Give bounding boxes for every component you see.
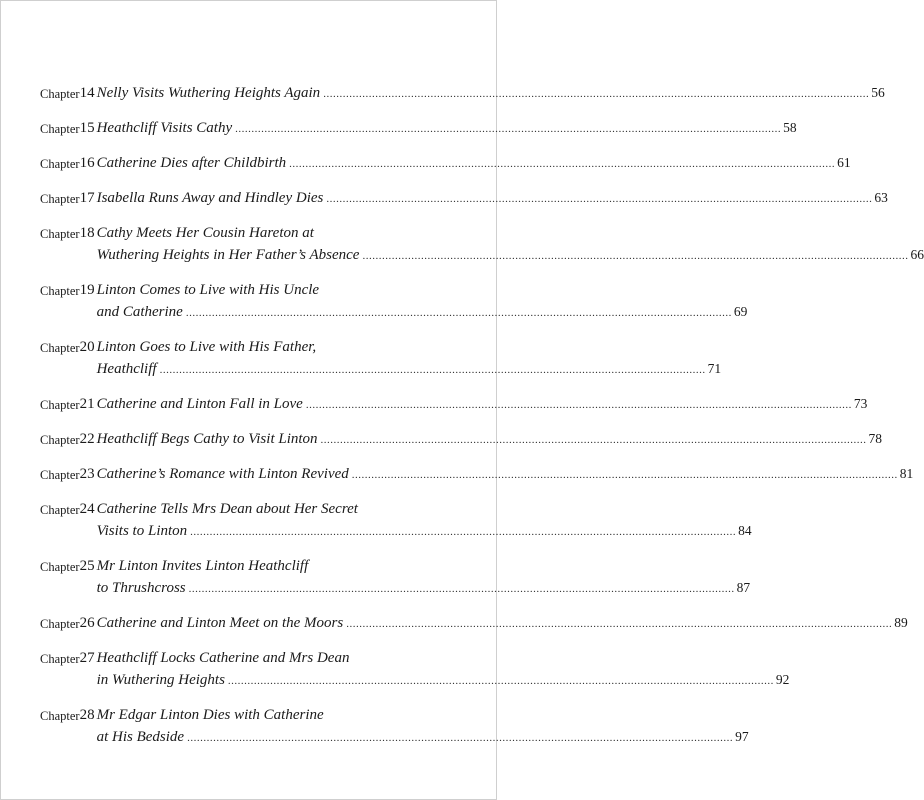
toc-entry <box>40 555 751 600</box>
chapter-title-text: Linton Comes to Live with His Uncle <box>96 282 320 298</box>
chapter-label: Chapter <box>40 709 80 723</box>
toc-entry <box>40 187 888 210</box>
toc-entry <box>40 704 749 749</box>
toc-entry <box>40 82 885 105</box>
dot-leader <box>362 245 908 267</box>
chapter-title-text: Wuthering Heights in Her Father’s Absence <box>96 247 360 263</box>
dot-leader <box>326 188 872 210</box>
chapter-title <box>97 117 797 140</box>
chapter-title-text: Nelly Visits Wuthering Heights Again <box>96 85 321 101</box>
page-number: 58 <box>783 120 797 135</box>
chapter-title <box>97 279 748 324</box>
chapter-label: Chapter <box>40 341 80 355</box>
chapter-number: 22 <box>79 431 95 447</box>
chapter-title-line <box>97 279 748 301</box>
chapter-title-text: Mr Linton Invites Linton Heathcliff <box>96 558 309 574</box>
toc-entry <box>40 336 722 381</box>
chapter-title-text: Visits to Linton <box>96 523 188 539</box>
dot-leader <box>235 118 781 140</box>
chapter-title-text: Mr Edgar Linton Dies with Catherine <box>96 707 324 723</box>
chapter-title-text: Heathcliff Locks Catherine and Mrs Dean <box>96 650 350 666</box>
page-number: 56 <box>871 85 885 100</box>
chapter-title-line <box>97 393 868 416</box>
page-number: 63 <box>874 190 888 205</box>
chapter-title-line <box>97 647 790 669</box>
chapter-title-text: Heathcliff <box>96 361 157 377</box>
table-of-contents <box>40 82 924 761</box>
page-number: 92 <box>775 672 790 687</box>
toc-entry <box>40 612 908 635</box>
chapter-title <box>97 393 868 416</box>
chapter-number: 17 <box>79 190 95 206</box>
toc-entry <box>40 463 914 486</box>
chapter-number: 21 <box>79 396 95 412</box>
page-number: 69 <box>733 304 748 319</box>
page-number: 81 <box>899 466 914 481</box>
chapter-title-line <box>97 498 752 520</box>
chapter-label: Chapter <box>40 617 80 631</box>
chapter-number: 15 <box>79 120 95 136</box>
chapter-title-line <box>97 577 751 600</box>
chapter-number: 25 <box>79 558 95 574</box>
dot-leader <box>321 429 867 451</box>
chapter-label: Chapter <box>40 652 80 666</box>
chapter-title <box>97 336 722 381</box>
chapter-label: Chapter <box>40 157 80 171</box>
chapter-title <box>97 152 851 175</box>
chapter-label: Chapter <box>40 284 80 298</box>
toc-entry <box>40 647 790 692</box>
toc-entry <box>40 279 748 324</box>
chapter-label: Chapter <box>40 122 80 136</box>
chapter-title-text: Catherine Dies after Childbirth <box>96 155 287 171</box>
chapter-title-line <box>97 726 749 749</box>
chapter-title <box>97 82 885 105</box>
chapter-title-text: Catherine’s Romance with Linton Revived <box>96 466 349 482</box>
chapter-title <box>97 428 882 451</box>
chapter-title-line <box>97 704 749 726</box>
page-number: 66 <box>910 247 924 262</box>
chapter-label: Chapter <box>40 227 80 241</box>
chapter-title-line <box>97 463 914 486</box>
chapter-title-text: Isabella Runs Away and Hindley Dies <box>96 190 324 206</box>
page-number: 97 <box>735 729 749 744</box>
toc-entry <box>40 222 924 267</box>
chapter-title-text: Cathy Meets Her Cousin Hareton at <box>96 225 314 241</box>
chapter-title-line <box>97 222 924 244</box>
dot-leader <box>289 153 835 175</box>
chapter-title-line <box>97 82 885 105</box>
chapter-title-line <box>97 187 888 210</box>
chapter-title-line <box>97 612 908 635</box>
chapter-title-text: Catherine Tells Mrs Dean about Her Secret <box>96 501 358 517</box>
dot-leader <box>189 578 735 600</box>
chapter-title-line <box>97 244 924 267</box>
chapter-title-line <box>97 336 722 358</box>
chapter-label: Chapter <box>40 87 80 101</box>
chapter-title-line <box>97 152 851 175</box>
page-number: 73 <box>853 396 868 411</box>
chapter-title-line <box>97 555 751 577</box>
chapter-title <box>97 647 790 692</box>
chapter-number: 26 <box>79 615 95 631</box>
chapter-number: 16 <box>79 155 95 171</box>
toc-entry <box>40 117 797 140</box>
chapter-number: 24 <box>79 501 95 517</box>
chapter-title-text: Linton Goes to Live with His Father, <box>96 339 317 355</box>
page-number: 84 <box>738 523 752 538</box>
toc-entry <box>40 393 868 416</box>
chapter-title-text: Catherine and Linton Fall in Love <box>96 396 303 412</box>
chapter-label: Chapter <box>40 468 80 482</box>
chapter-label: Chapter <box>40 192 80 206</box>
chapter-label: Chapter <box>40 433 80 447</box>
chapter-title <box>97 222 924 267</box>
chapter-title-line <box>97 117 797 140</box>
chapter-title-text: in Wuthering Heights <box>96 672 225 688</box>
chapter-number: 20 <box>79 339 95 355</box>
chapter-label: Chapter <box>40 560 80 574</box>
chapter-title <box>97 612 908 635</box>
chapter-title-text: Heathcliff Visits Cathy <box>96 120 233 136</box>
dot-leader <box>346 613 892 635</box>
dot-leader <box>187 727 733 749</box>
chapter-title-line <box>97 301 748 324</box>
chapter-title <box>97 463 914 486</box>
chapter-title <box>97 704 749 749</box>
dot-leader <box>352 464 898 486</box>
toc-entry <box>40 498 752 543</box>
toc-entry <box>40 428 883 451</box>
chapter-label: Chapter <box>40 398 80 412</box>
chapter-title <box>97 187 888 210</box>
dot-leader <box>306 394 852 416</box>
page-number: 87 <box>736 580 751 595</box>
chapter-title-text: and Catherine <box>96 304 183 320</box>
dot-leader <box>228 670 774 692</box>
page-number: 78 <box>868 431 883 446</box>
chapter-title-text: at His Bedside <box>96 729 185 745</box>
chapter-title-line <box>97 428 882 451</box>
chapter-number: 27 <box>79 650 95 666</box>
dot-leader <box>323 83 869 105</box>
toc-entry <box>40 152 851 175</box>
page-number: 71 <box>707 361 722 376</box>
page-number: 89 <box>894 615 908 630</box>
chapter-number: 18 <box>79 225 95 241</box>
chapter-title-text: Heathcliff Begs Cathy to Visit Linton <box>96 431 318 447</box>
chapter-number: 19 <box>79 282 95 298</box>
chapter-title-line <box>97 358 722 381</box>
page-number: 61 <box>837 155 851 170</box>
dot-leader <box>160 359 706 381</box>
chapter-title-line <box>97 669 790 692</box>
dot-leader <box>186 302 732 324</box>
chapter-title-text: to Thrushcross <box>96 580 186 596</box>
chapter-title <box>97 498 752 543</box>
chapter-number: 23 <box>79 466 95 482</box>
chapter-title-text: Catherine and Linton Meet on the Moors <box>96 615 344 631</box>
chapter-title-line <box>97 520 752 543</box>
chapter-label: Chapter <box>40 503 80 517</box>
chapter-number: 28 <box>79 707 95 723</box>
dot-leader <box>190 521 736 543</box>
chapter-title <box>97 555 751 600</box>
chapter-number: 14 <box>79 85 95 101</box>
